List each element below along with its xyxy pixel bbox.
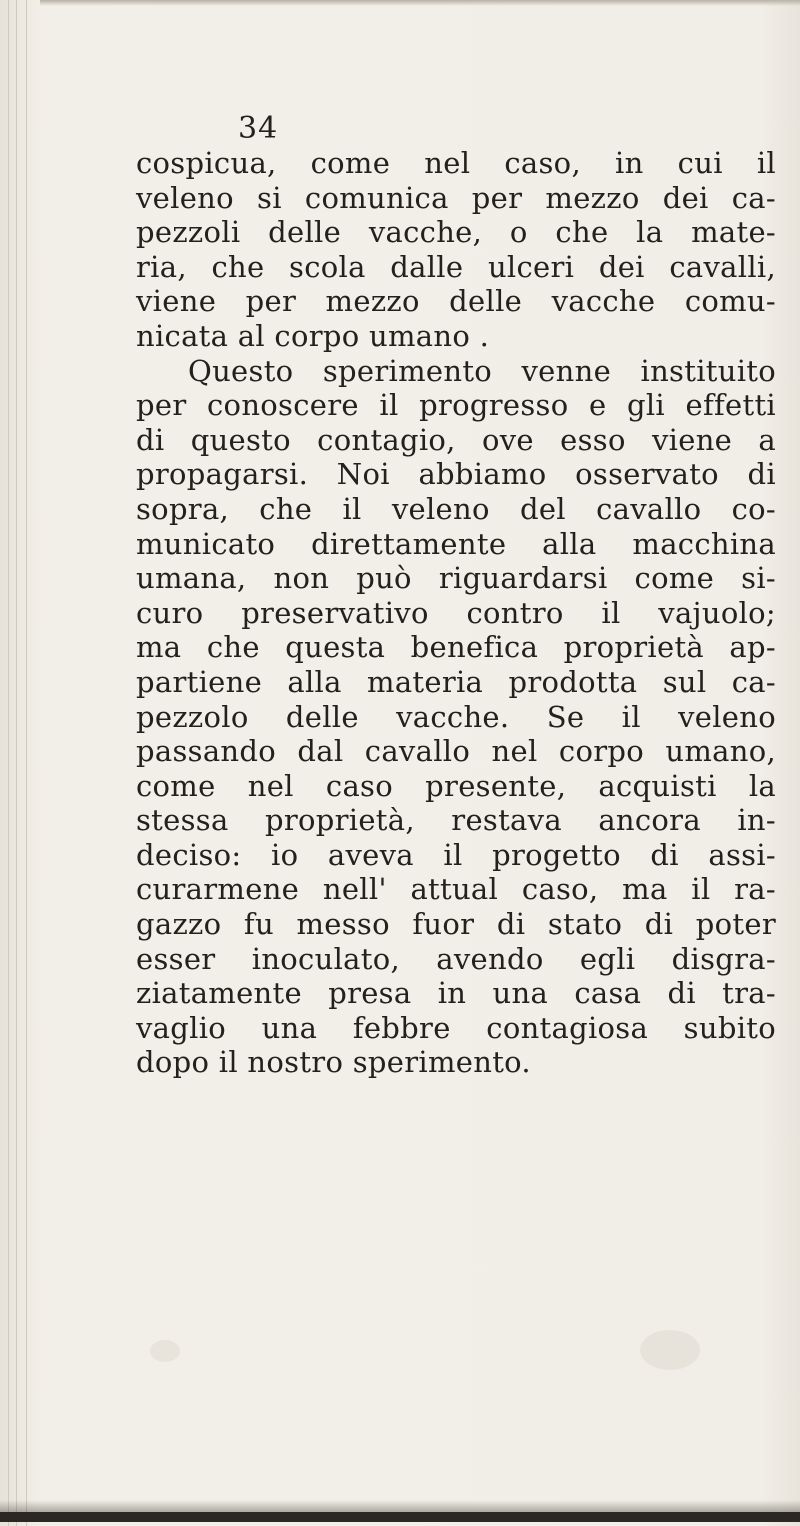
page-edge-line xyxy=(16,0,17,1526)
text-line: vaglio una febbre contagiosa subito xyxy=(136,1010,776,1045)
text-line: curarmene nell' attual caso, ma il ra- xyxy=(136,872,776,907)
text-line: curo preservativo contro il vajuolo; xyxy=(136,595,776,630)
text-line: umana, non può riguardarsi come si- xyxy=(136,561,776,596)
text-line: pezzoli delle vacche, o che la mate- xyxy=(136,215,776,250)
text-line: stessa proprietà, restava ancora in- xyxy=(136,803,776,838)
text-line: sopra, che il veleno del cavallo co- xyxy=(136,491,776,526)
text-line: viene per mezzo delle vacche comu- xyxy=(136,284,776,319)
page-edge-line xyxy=(26,0,27,1526)
page-bottom-edge xyxy=(0,1512,800,1522)
text-line: cospicua, come nel caso, in cui il xyxy=(136,146,776,180)
text-line: partiene alla materia prodotta sul ca- xyxy=(136,664,776,699)
page-top-shadow xyxy=(40,0,800,6)
page-edge-line xyxy=(8,0,9,1526)
text-line: nicata al corpo umano . xyxy=(136,318,490,353)
text-line: ziatamente presa in una casa di tra- xyxy=(136,976,776,1011)
text-line: di questo contagio, ove esso viene a xyxy=(136,422,776,457)
text-line: ma che questa benefica proprietà ap- xyxy=(136,630,776,665)
text-line: gazzo fu messo fuor di stato di poter xyxy=(136,907,776,942)
text-line: ria, che scola dalle ulceri dei cavalli, xyxy=(136,249,776,284)
text-line: come nel caso presente, acquisti la xyxy=(136,768,776,803)
paper-stain xyxy=(640,1330,700,1370)
text-line: municato direttamente alla macchina xyxy=(136,526,776,561)
body-text xyxy=(136,146,776,1080)
text-line: deciso: io aveva il progetto di assi- xyxy=(136,837,776,872)
page-number: 34 xyxy=(238,111,279,146)
text-line: dopo il nostro sperimento. xyxy=(136,1045,531,1080)
text-line: esser inoculato, avendo egli disgra- xyxy=(136,941,776,976)
page-bottom-shadow xyxy=(0,1500,800,1512)
text-line: Questo sperimento venne instituito xyxy=(188,353,776,388)
text-line: propagarsi. Noi abbiamo osservato di xyxy=(136,457,776,492)
text-line: per conoscere il progresso e gli effetti xyxy=(136,388,776,423)
text-line: pezzolo delle vacche. Se il veleno xyxy=(136,699,776,734)
paper-stain xyxy=(150,1340,180,1362)
text-line: passando dal cavallo nel corpo umano, xyxy=(136,734,776,769)
text-line: veleno si comunica per mezzo dei ca- xyxy=(136,180,776,215)
